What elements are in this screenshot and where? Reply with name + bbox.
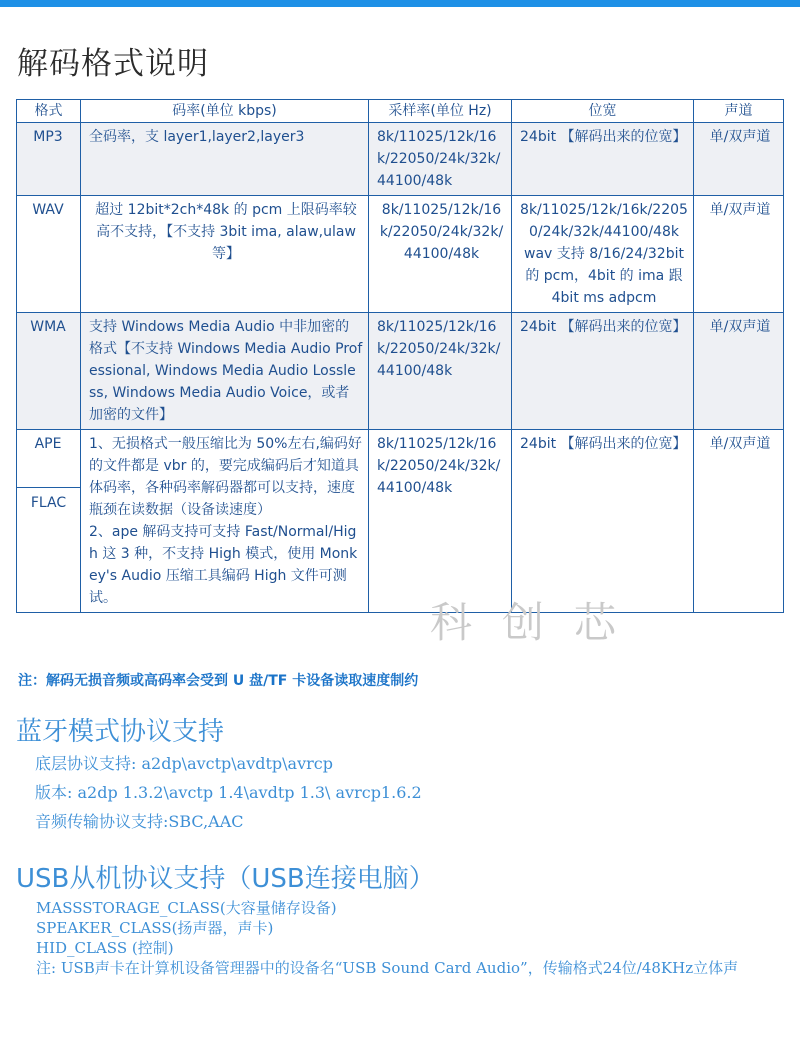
- usb-heading: USB从机协议支持（USB连接电脑）: [16, 864, 435, 894]
- watermark: 科创芯: [430, 598, 647, 647]
- top-accent-bar: [0, 0, 800, 7]
- format-ape: APE: [34, 436, 62, 452]
- channel-cell: 单/双声道: [694, 313, 784, 430]
- bitrate-cell: 1、无损格式一般压缩比为 50%左右,编码好的文件都是 vbr 的，要完成编码后才知道具体码率，各种码率解码器都可以支持，速度瓶颈在读数据（设备读速度） 2、ape 解码支持可支持 Fast/Normal/High 这 3 种，不支持 High 模式，使用 Monkey's Audio 压缩工具编码 High 文件可测试。: [81, 430, 369, 613]
- usb-line: HID_CLASS (控制): [36, 939, 174, 957]
- channel-cell: 单/双声道: [694, 430, 784, 613]
- table-row: [17, 430, 784, 613]
- channel-cell: 单/双声道: [694, 123, 784, 196]
- format-cell: WAV: [17, 196, 81, 313]
- table-note: 注：解码无损音频或高码率会受到 U 盘/TF 卡设备读取速度制约: [18, 673, 419, 689]
- bluetooth-heading: 蓝牙模式协议支持: [16, 717, 225, 747]
- samplerate-cell: 8k/11025/12k/16k/22050/24k/32k/44100/48k: [369, 196, 512, 313]
- bitwidth-cell: 24bit 【解码出来的位宽】: [512, 430, 694, 613]
- bitwidth-cell: 8k/11025/12k/16k/22050/24k/32k/44100/48k wav 支持 8/16/24/32bit 的 pcm，4bit 的 ima 跟 4bit ms adpcm: [512, 196, 694, 313]
- usb-line: SPEAKER_CLASS(扬声器，声卡): [36, 919, 274, 937]
- bitrate-cell: 全码率，支 layer1,layer2,layer3: [81, 123, 369, 196]
- header-format: 格式: [17, 100, 81, 123]
- bluetooth-line: 音频传输协议支持:SBC,AAC: [35, 812, 244, 831]
- bluetooth-protocol-list: [35, 749, 422, 836]
- usb-line: MASSSTORAGE_CLASS(大容量储存设备): [36, 899, 337, 917]
- bitrate-cell: 超过 12bit*2ch*48k 的 pcm 上限码率较高不支持，【不支持 3bit ima, alaw,ulaw 等】: [81, 196, 369, 313]
- channel-cell: 单/双声道: [694, 196, 784, 313]
- samplerate-cell: 8k/11025/12k/16k/22050/24k/32k/44100/48k: [369, 430, 512, 613]
- usb-line: 注: USB声卡在计算机设备管理器中的设备名“USB Sound Card Audio”，传输格式24位/48KHz立体声: [36, 959, 739, 977]
- bitrate-cell: 支持 Windows Media Audio 中非加密的格式【不支持 Windows Media Audio Professional, Windows Media Audio Lossless, Windows Media Audio Voice，或者 加密的文件】: [81, 313, 369, 430]
- usb-protocol-list: [36, 898, 786, 978]
- table-row: [17, 123, 784, 196]
- bluetooth-line: 底层协议支持: a2dp\avctp\avdtp\avrcp: [35, 754, 333, 773]
- samplerate-cell: 8k/11025/12k/16k/22050/24k/32k/44100/48k: [369, 313, 512, 430]
- format-flac: FLAC: [17, 487, 80, 514]
- table-row: [17, 313, 784, 430]
- header-bitrate: 码率(单位 kbps): [81, 100, 369, 123]
- bitwidth-cell: 24bit 【解码出来的位宽】: [512, 313, 694, 430]
- format-cell: MP3: [17, 123, 81, 196]
- table-header-row: [17, 100, 784, 123]
- table-row: [17, 196, 784, 313]
- format-cell-group: [17, 430, 81, 613]
- bluetooth-line: 版本: a2dp 1.3.2\avctp 1.4\avdtp 1.3\ avrcp1.6.2: [35, 783, 422, 802]
- header-samplerate: 采样率(单位 Hz): [369, 100, 512, 123]
- bitwidth-cell: 24bit 【解码出来的位宽】: [512, 123, 694, 196]
- format-cell: WMA: [17, 313, 81, 430]
- page-title: 解码格式说明: [17, 46, 209, 82]
- decode-format-table: [16, 99, 784, 613]
- header-channel: 声道: [694, 100, 784, 123]
- samplerate-cell: 8k/11025/12k/16k/22050/24k/32k/44100/48k: [369, 123, 512, 196]
- header-bitwidth: 位宽: [512, 100, 694, 123]
